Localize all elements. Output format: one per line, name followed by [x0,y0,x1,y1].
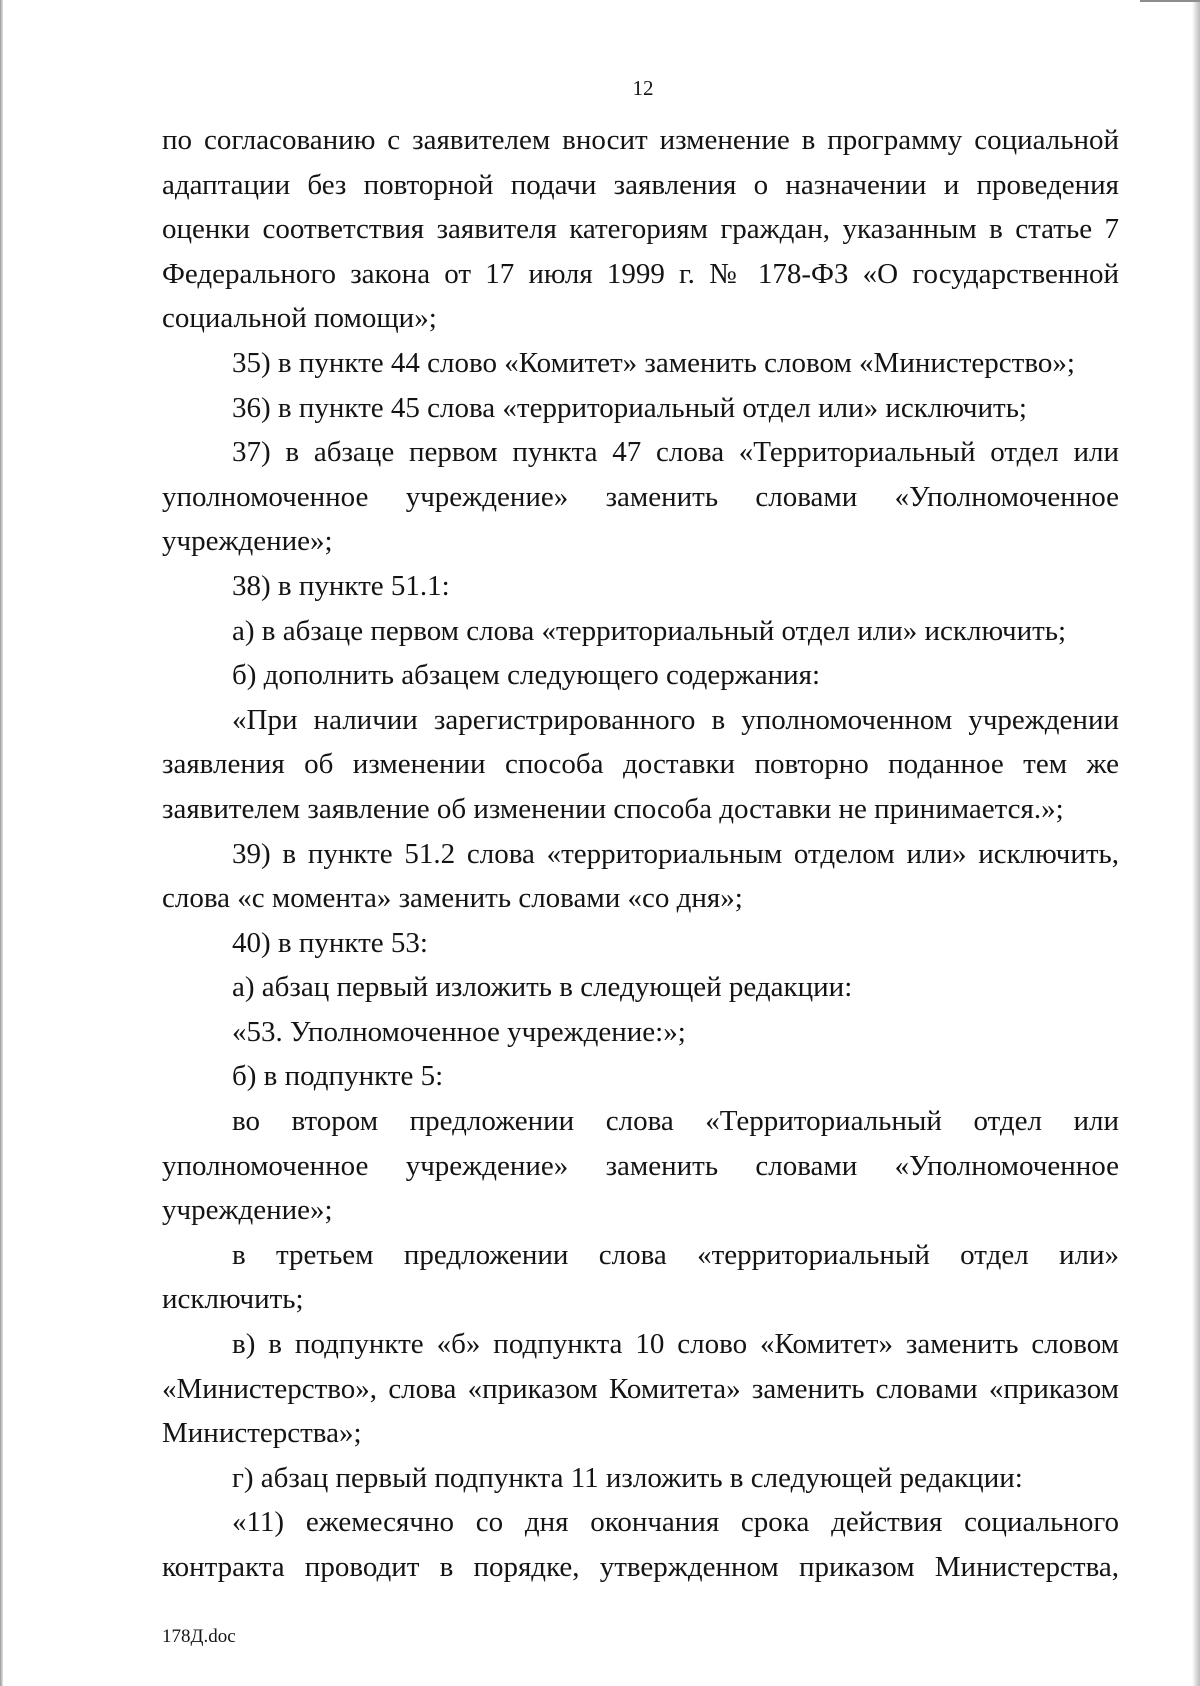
paragraph-continuation: по согласованию с заявителем вносит изменение в программу социальной адаптации без повторной подачи заявления о назначении и проведения оценки соответствия заявителя категориям граждан, указанным в статье 7 Федерального закона от 17 июля 1999 г. № 178-ФЗ «О государственной социальной помощи»; [162,124,1119,335]
document-body [162,118,1119,1590]
paragraph-item-38: 38) в пункте 51.1: [232,569,450,602]
paragraph-item-38a: а) в абзаце первом слова «территориальный отдел или» исключить; [232,614,1067,647]
scan-edge-right [1192,0,1200,1686]
paragraph-item-40: 40) в пункте 53: [232,926,428,959]
paragraph-item-40b: б) в подпункте 5: [232,1060,444,1093]
paragraph-item-40v: в) в подпункте «б» подпункта 10 слово «Комитет» заменить словом «Министерство», слова «приказом Комитета» заменить словами «приказом Министерства»; [162,1328,1119,1450]
scan-edge-left [0,0,3,1686]
paragraph-item-38b: б) дополнить абзацем следующего содержания: [232,659,821,692]
paragraph-quote-40a: «53. Уполномоченное учреждение:»; [232,1015,686,1048]
paragraph-item-39: 39) в пункте 51.2 слова «территориальным отделом или» исключить, слова «с момента» заменить словами «со дня»; [162,837,1119,915]
page-number: 12 [632,76,654,100]
paragraph-item-36: 36) в пункте 45 слова «территориальный отдел или» исключить; [232,391,1027,424]
paragraph-quote-40g: «11) ежемесячно со дня окончания срока действия социального контракта проводит в порядке, утвержденном приказом Министерства, [162,1506,1119,1583]
paragraph-item-40g: г) абзац первый подпункта 11 изложить в следующей редакции: [232,1461,1023,1494]
scan-edge-top [1140,0,1200,2]
paragraph-item-40b-second: во втором предложении слова «Территориальный отдел или уполномоченное учреждение» заменить словами «Уполномоченное учреждение»; [162,1105,1119,1227]
paragraph-item-35: 35) в пункте 44 слово «Комитет» заменить словом «Министерство»; [232,346,1075,379]
paragraph-item-40a: а) абзац первый изложить в следующей редакции: [232,971,853,1004]
footer-filename: 178Д.doc [162,1626,236,1647]
paragraph-item-40b-third: в третьем предложении слова «территориальный отдел или» исключить; [162,1238,1119,1316]
paragraph-item-37: 37) в абзаце первом пункта 47 слова «Территориальный отдел или уполномоченное учреждение» заменить словами «Уполномоченное учреждение»; [162,436,1119,558]
paragraph-quote-38b: «При наличии зарегистрированного в уполномоченном учреждении заявления об изменении способа доставки повторно поданное тем же заявителем заявление об изменении способа доставки не принимается.»; [162,703,1119,825]
